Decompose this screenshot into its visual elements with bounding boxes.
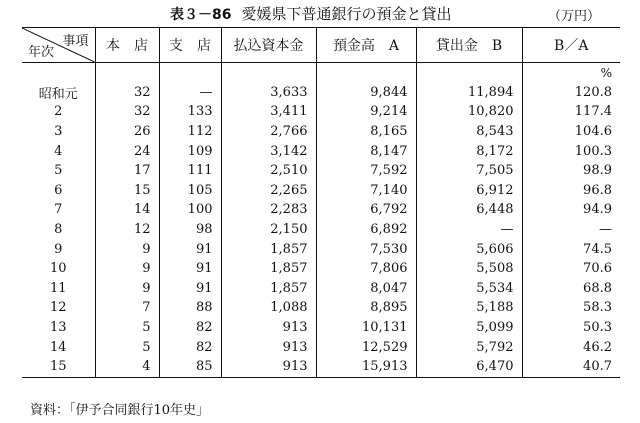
loans-cell: 8,543 [416,122,522,142]
col-header-ratio: B／A [522,28,620,63]
year-cell: 14 [22,337,95,357]
year-cell: 15 [22,357,95,377]
capital-cell: 2,265 [221,181,316,201]
loans-cell: 11,894 [416,83,522,103]
shiten-cell: 88 [159,298,221,318]
ratio-cell: 70.6 [583,261,612,277]
loans-cell: 5,534 [416,279,522,299]
capital-cell: 3,411 [221,102,316,122]
col-header-deposits: 預金高 A [316,28,416,63]
honten-cell: 9 [95,239,159,259]
capital-cell: 1,857 [221,259,316,279]
deposits-cell: 9,214 [316,102,416,122]
shiten-cell: 82 [159,337,221,357]
honten-cell: 9 [95,279,159,299]
col-header-shiten: 支 店 [159,28,221,63]
honten-cell: 14 [95,200,159,220]
col-header-capital: 払込資本金 [221,28,316,63]
deposits-cell: 8,895 [316,298,416,318]
year-cell: 13 [22,318,95,338]
source-note: 資料：「伊予合同銀行10年史」 [30,403,210,418]
year-cell: 6 [22,181,95,201]
shiten-cell: 91 [159,279,221,299]
table-row [22,161,620,181]
ratio-cell: 46.2 [583,339,612,355]
loans-cell: 5,606 [416,239,522,259]
loans-cell: 7,505 [416,161,522,181]
deposits-cell: 6,792 [316,200,416,220]
deposits-cell: 8,165 [316,122,416,142]
table-row [22,298,620,318]
shiten-cell: 91 [159,239,221,259]
shiten-cell: 105 [159,181,221,201]
shiten-cell: 91 [159,259,221,279]
year-cell: 11 [22,279,95,299]
table-row [22,102,620,122]
year-cell: 8 [22,220,95,240]
corner-label-items: 事項 [62,34,89,49]
table-row [22,239,620,259]
deposits-cell: 10,131 [316,318,416,338]
loans-cell: — [416,220,522,240]
loans-cell: 5,508 [416,259,522,279]
deposits-cell: 12,529 [316,337,416,357]
loans-cell: 6,912 [416,181,522,201]
capital-cell: 2,766 [221,122,316,142]
deposits-cell: 8,047 [316,279,416,299]
year-cell: 7 [22,200,95,220]
shiten-cell: 100 [159,200,221,220]
deposits-cell: 9,844 [316,83,416,103]
ratio-cell: — [599,222,612,238]
shiten-cell: 112 [159,122,221,142]
capital-cell: 1,088 [221,298,316,318]
unit-label: （万円） [548,9,601,24]
year-cell: 12 [22,298,95,318]
capital-cell: 913 [221,337,316,357]
table-row [22,200,620,220]
honten-cell: 24 [95,141,159,161]
ratio-cell: 68.8 [583,280,612,296]
capital-cell: 1,857 [221,279,316,299]
shiten-cell: 98 [159,220,221,240]
ratio-cell: 98.9 [583,163,612,179]
ratio-cell: 94.9 [583,202,612,218]
deposits-cell: 7,140 [316,181,416,201]
loans-cell: 6,470 [416,357,522,377]
honten-cell: 12 [95,220,159,240]
table-row [22,220,620,240]
shiten-cell: 111 [159,161,221,181]
shiten-cell: 133 [159,102,221,122]
capital-cell: 2,150 [221,220,316,240]
ratio-cell: 100.3 [574,143,612,159]
loans-cell: 10,820 [416,102,522,122]
table-row [22,279,620,299]
ratio-cell: 50.3 [583,320,612,336]
table-row [22,181,620,201]
capital-cell: 1,857 [221,239,316,259]
deposits-cell: 7,592 [316,161,416,181]
col-header-loans: 貸出金 B [416,28,522,63]
table-title [170,3,452,24]
deposits-cell: 15,913 [316,357,416,377]
year-cell: 5 [22,161,95,181]
honten-cell: 4 [95,357,159,377]
capital-cell: 3,142 [221,141,316,161]
ratio-cell: 74.5 [583,241,612,257]
table-row [22,357,620,377]
ratio-cell: 96.8 [583,182,612,198]
year-cell: 昭和元 [22,83,95,103]
loans-cell: 8,172 [416,141,522,161]
table-row [22,122,620,142]
col-header-honten: 本 店 [95,28,159,63]
deposits-cell: 7,806 [316,259,416,279]
table-caption [0,3,640,25]
capital-cell: 2,510 [221,161,316,181]
loans-cell: 5,792 [416,337,522,357]
table-row [22,141,620,161]
honten-cell: 9 [95,259,159,279]
shiten-cell: — [159,83,221,103]
honten-cell: 26 [95,122,159,142]
loans-cell: 5,188 [416,298,522,318]
capital-cell: 2,283 [221,200,316,220]
year-cell: 4 [22,141,95,161]
loans-cell: 6,448 [416,200,522,220]
year-cell: 2 [22,102,95,122]
capital-cell: 913 [221,357,316,377]
table-row [22,259,620,279]
honten-cell: 5 [95,337,159,357]
loans-cell: 5,099 [416,318,522,338]
ratio-cell: 104.6 [574,124,612,140]
deposits-cell: 6,892 [316,220,416,240]
capital-cell: 913 [221,318,316,338]
ratio-cell: 120.8 [574,84,612,100]
honten-cell: 17 [95,161,159,181]
honten-cell: 5 [95,318,159,338]
year-cell: 10 [22,259,95,279]
shiten-cell: 109 [159,141,221,161]
deposits-cell: 8,147 [316,141,416,161]
table-number: 表３－86 [170,7,232,23]
table-row [22,83,620,103]
corner-header [22,28,95,63]
ratio-cell: 40.7 [522,357,620,377]
honten-cell: 7 [95,298,159,318]
table-row [22,337,620,357]
honten-cell: 32 [95,102,159,122]
percent-unit-row [22,63,620,83]
year-cell: 9 [22,239,95,259]
header-row [22,28,620,63]
ratio-cell: 117.4 [574,104,612,120]
deposit-loan-table [22,27,620,378]
percent-mark: % [600,65,612,80]
table-row [22,318,620,338]
shiten-cell: 82 [159,318,221,338]
deposits-cell: 7,530 [316,239,416,259]
capital-cell: 3,633 [221,83,316,103]
corner-label-year: 年次 [28,45,55,60]
year-cell: 3 [22,122,95,142]
ratio-cell: 58.3 [583,300,612,316]
honten-cell: 15 [95,181,159,201]
table-title-text: 愛媛県下普通銀行の預金と貸出 [241,5,452,23]
honten-cell: 32 [95,83,159,103]
shiten-cell: 85 [159,357,221,377]
